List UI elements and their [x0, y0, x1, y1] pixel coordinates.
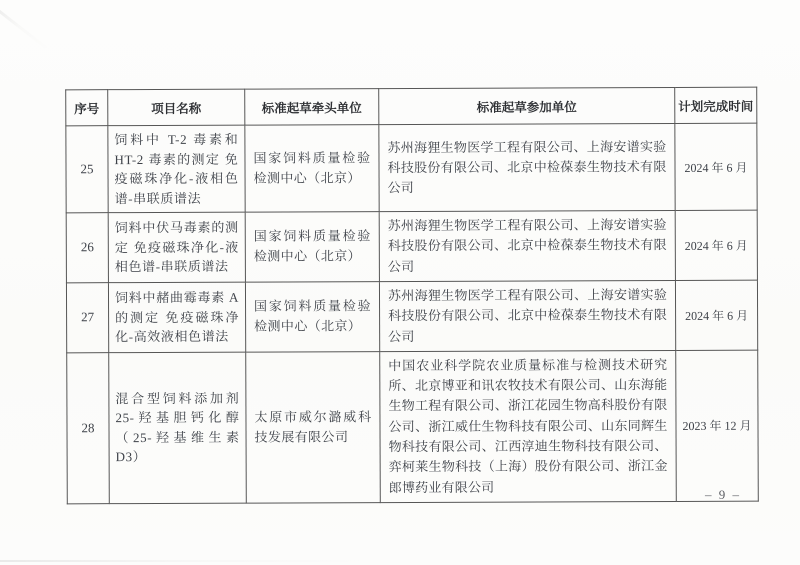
cell-serial: 28 — [67, 353, 110, 504]
scan-artifact-top-left — [0, 4, 48, 49]
cell-serial: 25 — [66, 126, 108, 213]
cell-project-name: 饲料中赭曲霉毒素 A 的测定 免疫磁珠净化-高效液相色谱法 — [108, 282, 245, 353]
col-header-lead-unit: 标准起草牵头单位 — [245, 89, 379, 126]
table-row — [66, 210, 757, 283]
cell-serial: 27 — [66, 283, 108, 353]
col-header-participating-units: 标准起草参加单位 — [379, 87, 675, 124]
scan-artifact-bottom — [0, 560, 370, 562]
col-header-project-name: 项目名称 — [108, 89, 245, 126]
cell-serial: 26 — [66, 213, 108, 283]
page-number: – 9 – — [705, 487, 741, 502]
cell-completion-date: 2024 年 6 月 — [675, 280, 757, 350]
col-header-planned-completion: 计划完成时间 — [675, 87, 757, 123]
cell-participating-units: 苏州海狸生物医学工程有限公司、上海安谱实验科技股份有限公司、北京中检葆泰生物技术有限公司 — [379, 123, 675, 211]
cell-project-name: 饲料中伏马毒素的测定 免疫磁珠净化-液相色谱-串联质谱法 — [108, 212, 245, 282]
table-header-row — [66, 87, 757, 126]
cell-project-name: 混合型饲料添加剂 25-羟基胆钙化醇（25-羟基维生素 D3） — [109, 352, 247, 504]
table-row — [66, 123, 757, 213]
cell-project-name: 饲料中 T-2 毒素和 HT-2 毒素的测定 免疫磁珠净化-液相色谱-串联质谱法 — [108, 125, 245, 213]
cell-completion-date: 2023 年 12 月 — [676, 350, 759, 501]
cell-lead-unit: 国家饲料质量检验检测中心（北京） — [245, 125, 379, 213]
col-header-serial: 序号 — [66, 90, 108, 126]
cell-completion-date: 2024 年 6 月 — [675, 210, 757, 280]
cell-lead-unit: 太原市威尔潞威科技发展有限公司 — [246, 352, 381, 504]
cell-participating-units: 苏州海狸生物医学工程有限公司、上海安谱实验科技股份有限公司、北京中检葆泰生物技术有限公司 — [379, 210, 675, 281]
standards-plan-table — [65, 87, 759, 505]
cell-participating-units: 中国农业科学院农业质量标准与检测技术研究所、北京博亚和讯农牧技术有限公司、山东海能生物工程有限公司、浙江花园生物高科股份有限公司、浙江威仕生物科技有限公司、山东同辉生物科技有限公司、江西淳迪生物科技有限公司、弈柯莱生物科技（上海）股份有限公司、浙江金郎博药业有限公司 — [380, 350, 677, 502]
cell-lead-unit: 国家饲料质量检验检测中心（北京） — [245, 212, 379, 282]
table-row — [66, 280, 757, 353]
cell-lead-unit: 国家饲料质量检验检测中心（北京） — [245, 282, 379, 353]
cell-participating-units: 苏州海狸生物医学工程有限公司、上海安谱实验科技股份有限公司、北京中检葆泰生物技术有限公司 — [379, 280, 675, 351]
table-row — [67, 350, 759, 504]
cell-completion-date: 2024 年 6 月 — [675, 123, 757, 210]
